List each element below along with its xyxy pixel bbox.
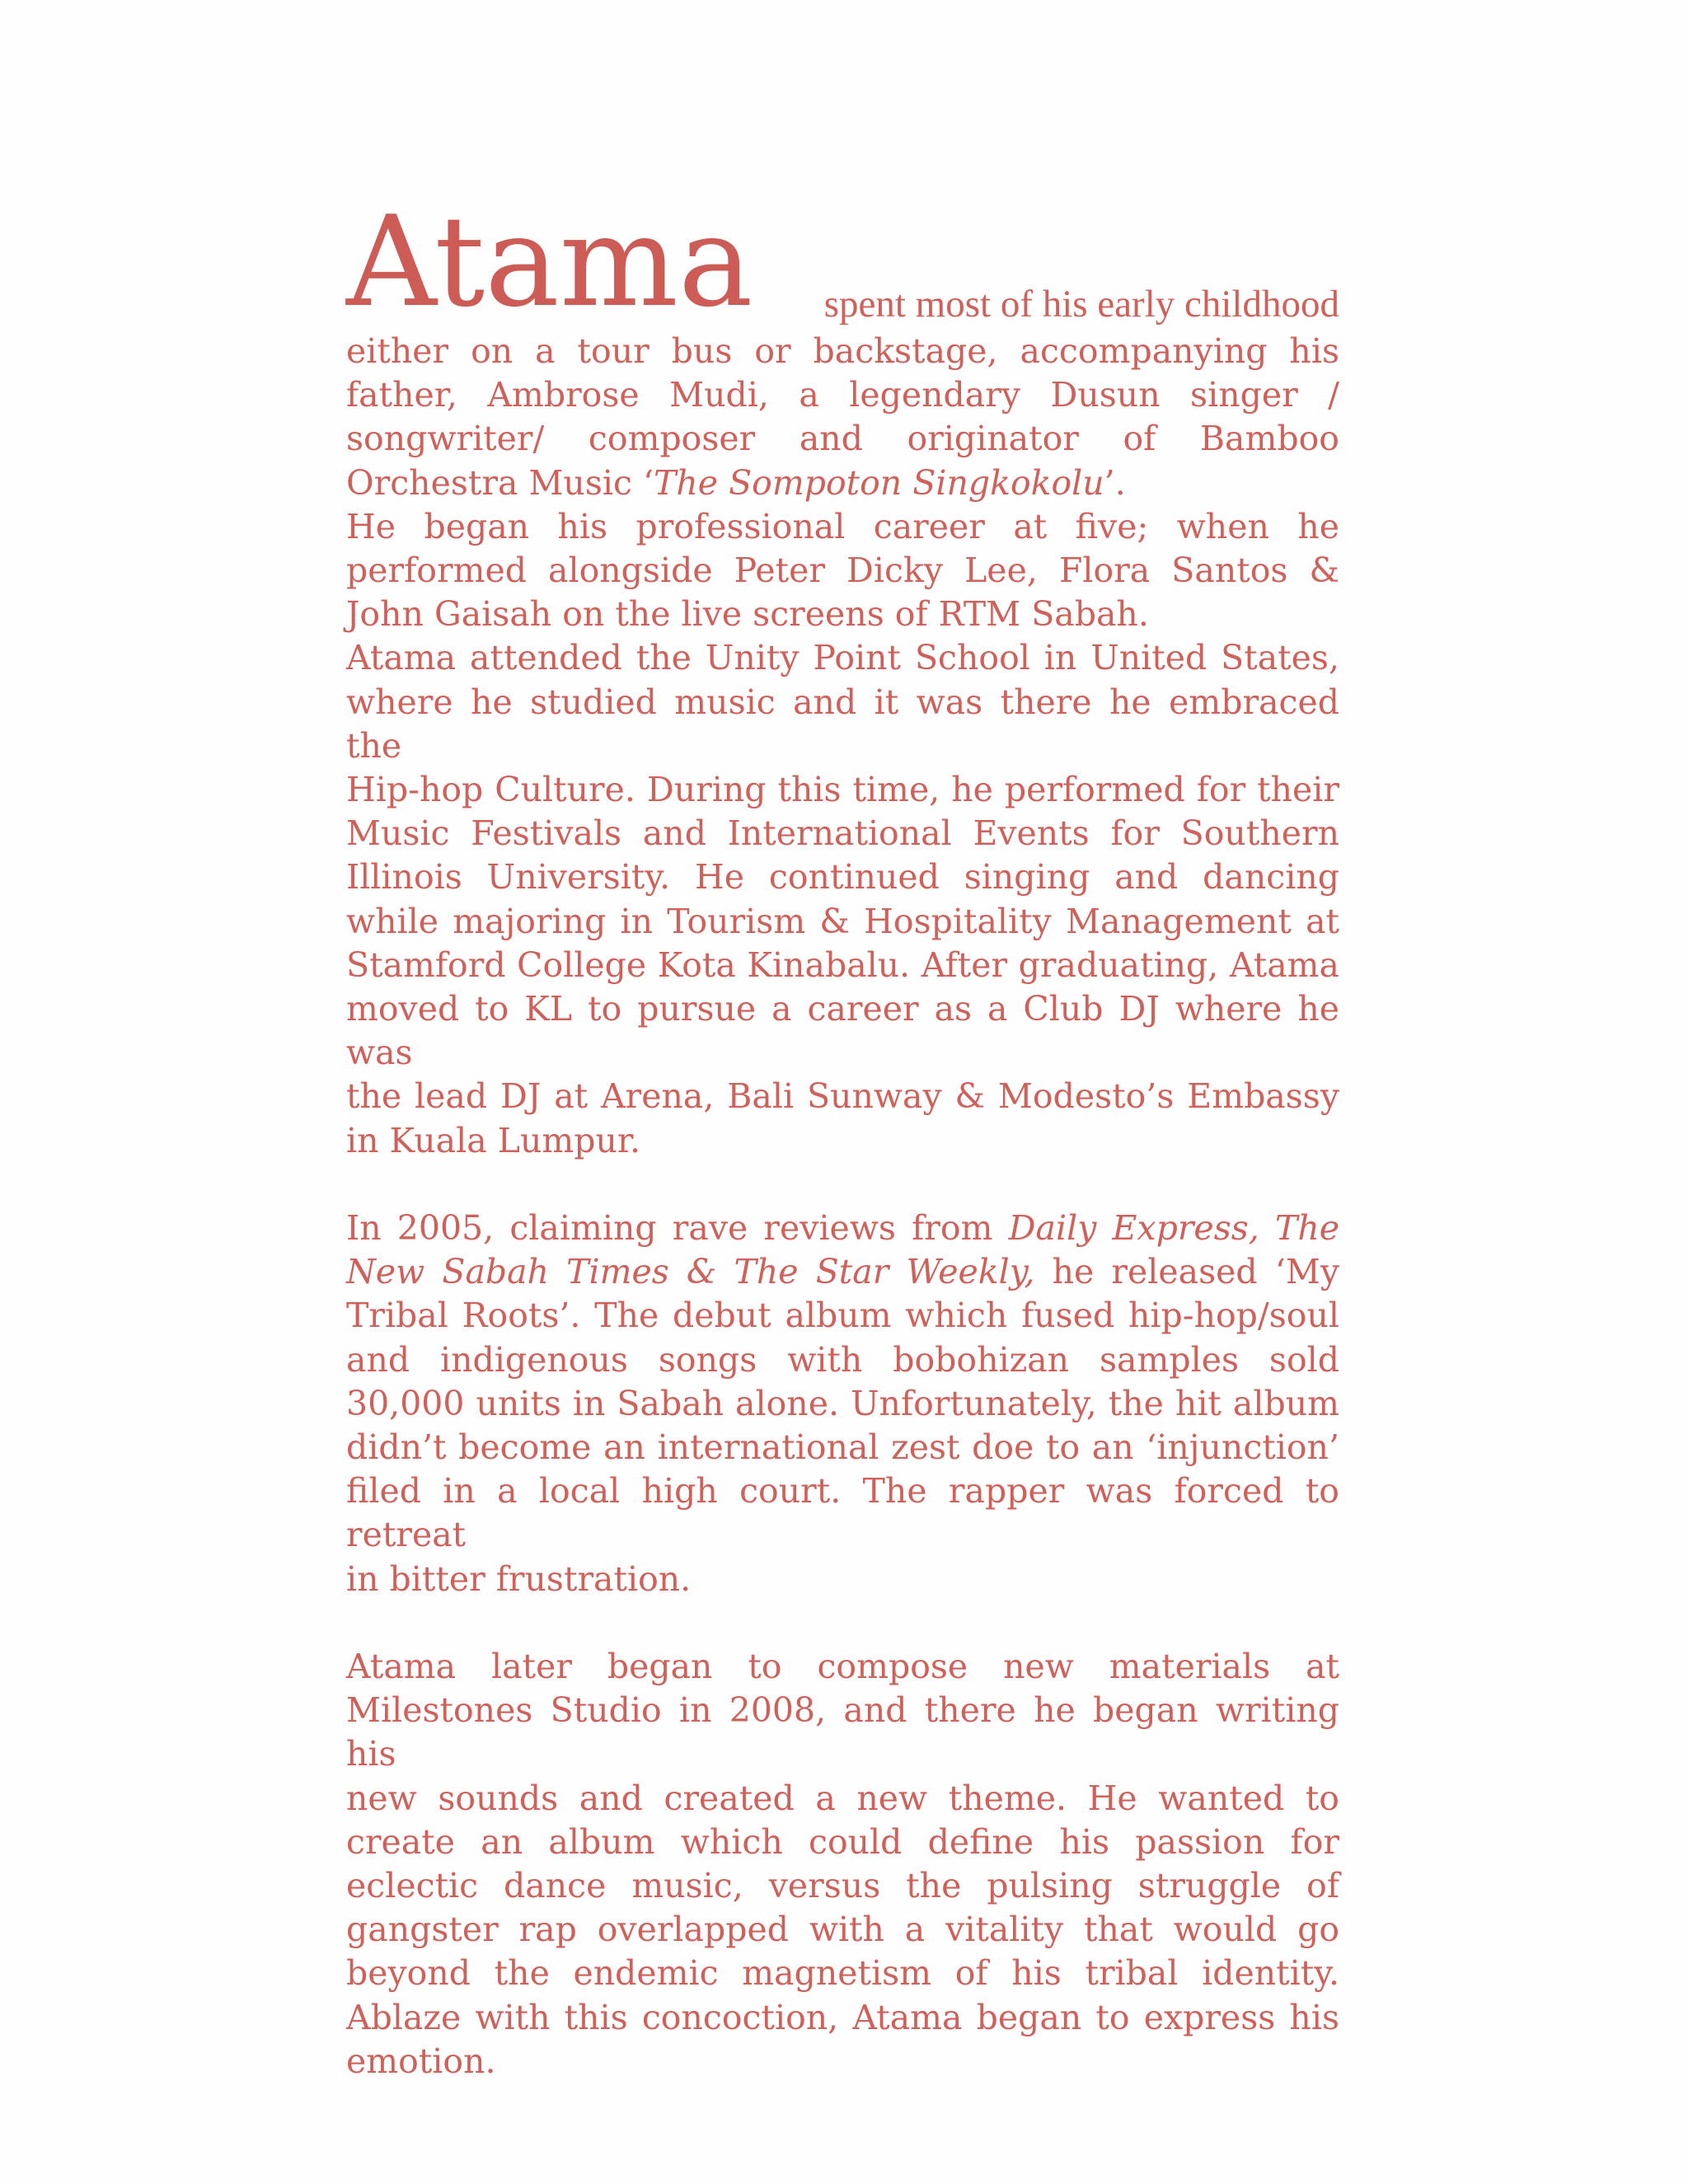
text-line: gangster rap overlapped with a vitality that would go bbox=[346, 1910, 1339, 1950]
title-name: Atama bbox=[346, 189, 753, 335]
text-line bbox=[346, 462, 1339, 505]
text-line bbox=[346, 1250, 1339, 1294]
text-line: beyond the endemic magnetism of his tribal identity. bbox=[346, 1953, 1339, 1994]
text-line: either on a tour bus or backstage, accompanying his bbox=[346, 331, 1339, 371]
text-line: create an album which could define his passion for bbox=[346, 1821, 1339, 1862]
text-fragment: he released ‘My bbox=[1034, 1252, 1339, 1292]
text-line: the lead DJ at Arena, Bali Sunway & Modesto’s Embassy bbox=[346, 1076, 1339, 1117]
text-line: while majoring in Tourism & Hospitality Management at bbox=[346, 901, 1339, 941]
text-line: father, Ambrose Mudi, a legendary Dusun singer / bbox=[346, 375, 1339, 415]
italic-publication: New Sabah Times & The Star Weekly, bbox=[346, 1252, 1035, 1292]
paragraph-career-start bbox=[346, 505, 1339, 637]
headline bbox=[346, 189, 1339, 335]
paragraph-childhood bbox=[346, 330, 1339, 505]
lead-in-text: spent most of his early childhood bbox=[823, 283, 1339, 326]
text-line bbox=[346, 1207, 1339, 1250]
text-line: Atama later began to compose new materials at bbox=[346, 1647, 1339, 1687]
italic-publication: Daily Express, The bbox=[1008, 1208, 1340, 1249]
text-line: emotion. bbox=[346, 2041, 496, 2081]
text-fragment: Orchestra Music ‘ bbox=[346, 462, 654, 503]
text-fragment: In 2005, claiming rave reviews from bbox=[346, 1208, 1009, 1249]
text-line: Milestones Studio in 2008, and there he began writing his bbox=[346, 1690, 1339, 1774]
text-line: Stamford College Kota Kinabalu. After graduating, Atama bbox=[346, 944, 1339, 985]
text-line: in bitter frustration. bbox=[346, 1558, 692, 1599]
paragraph-education bbox=[346, 636, 1339, 1162]
text-line: filed in a local high court. The rapper was forced to retreat bbox=[346, 1471, 1339, 1555]
paragraph-debut-album bbox=[346, 1207, 1339, 1601]
text-line: Music Festivals and International Events for Southern bbox=[346, 813, 1339, 854]
text-line: didn’t become an international zest doe to an ‘injunction’ bbox=[346, 1427, 1339, 1468]
paragraph-milestones bbox=[346, 1645, 1339, 2083]
text-line: eclectic dance music, versus the pulsing struggle of bbox=[346, 1866, 1339, 1906]
text-line: John Gaisah on the live screens of RTM Sabah. bbox=[346, 594, 1149, 635]
document-page bbox=[346, 189, 1340, 2083]
text-line: Tribal Roots’. The debut album which fused hip-hop/soul bbox=[346, 1296, 1339, 1336]
text-line: and indigenous songs with bobohizan samples sold bbox=[346, 1339, 1339, 1380]
text-line: Ablaze with this concoction, Atama began to express his bbox=[346, 1997, 1339, 2037]
italic-title: The Sompoton Singkokolu bbox=[654, 462, 1104, 503]
text-line: Atama attended the Unity Point School in United States, bbox=[346, 638, 1339, 678]
text-line: where he studied music and it was there he embraced the bbox=[346, 682, 1339, 766]
text-line: new sounds and created a new theme. He wanted to bbox=[346, 1778, 1339, 1818]
text-line: songwriter/ composer and originator of Bamboo bbox=[346, 419, 1339, 459]
text-line: Hip-hop Culture. During this time, he performed for their bbox=[346, 770, 1339, 810]
text-line: He began his professional career at five; when he bbox=[346, 506, 1339, 546]
text-line: moved to KL to pursue a career as a Club DJ where he was bbox=[346, 989, 1339, 1073]
text-fragment: ’. bbox=[1104, 462, 1126, 503]
text-line: performed alongside Peter Dicky Lee, Flora Santos & bbox=[346, 551, 1339, 591]
text-line: 30,000 units in Sabah alone. Unfortunately, the hit album bbox=[346, 1383, 1339, 1423]
text-line: in Kuala Lumpur. bbox=[346, 1120, 641, 1160]
text-line: Illinois University. He continued singing and dancing bbox=[346, 857, 1339, 898]
